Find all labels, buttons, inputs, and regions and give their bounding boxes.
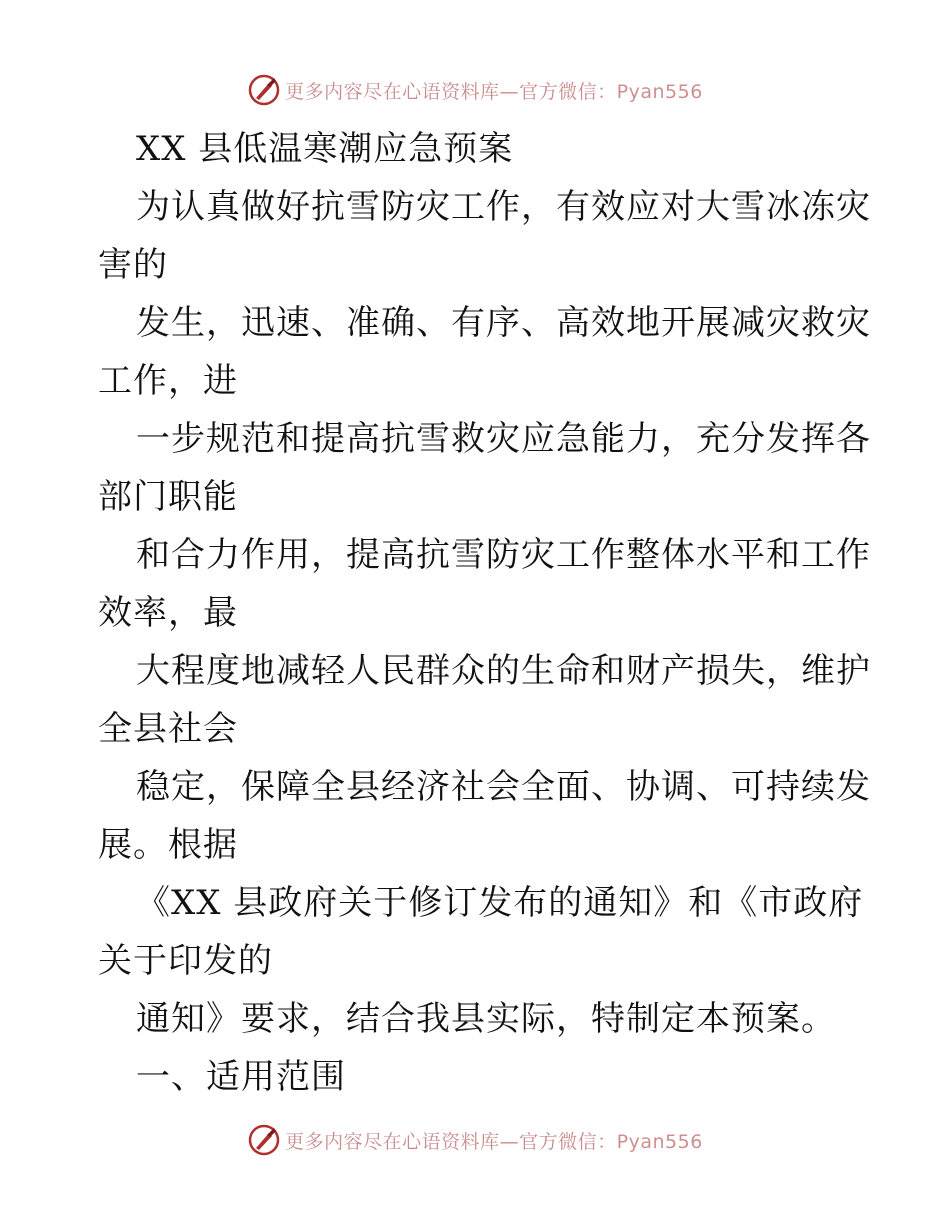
document-body: [98, 120, 871, 1106]
text-line: 为认真做好抗雪防灾工作，有效应对大雪冰冻灾: [136, 187, 871, 227]
watermark-handle: Pyan556: [616, 80, 703, 103]
watermark-text: 更多内容尽在心语资料库—官方微信：Pyan556: [285, 80, 703, 103]
text-line: 《XX 县政府关于修订发布的通知》和《市政府: [136, 883, 864, 923]
text-line: 工作，进: [98, 361, 238, 401]
text-line: 展。根据: [98, 825, 238, 865]
pen-logo-icon: [247, 73, 281, 107]
text-line: 全县社会: [98, 709, 238, 749]
text-line: 大程度地减轻人民群众的生命和财产损失，维护: [136, 651, 871, 691]
text-line: 稳定，保障全县经济社会全面、协调、可持续发: [136, 767, 871, 807]
watermark-text: 更多内容尽在心语资料库—官方微信：Pyan556: [285, 1130, 703, 1153]
text-line: XX 县低温寒潮应急预案: [136, 129, 514, 169]
text-line: 通知》要求，结合我县实际，特制定本预案。: [136, 999, 836, 1039]
text-line: 一、适用范围: [136, 1057, 346, 1097]
text-line: 和合力作用，提高抗雪防灾工作整体水平和工作: [136, 535, 871, 575]
text-line: 发生，迅速、准确、有序、高效地开展减灾救灾: [136, 303, 871, 343]
pen-logo-icon: [247, 1123, 281, 1157]
text-line: 一步规范和提高抗雪救灾应急能力，充分发挥各: [136, 419, 871, 459]
text-line: 关于印发的: [98, 941, 273, 981]
text-line: 部门职能: [98, 477, 238, 517]
watermark-footer: [0, 1120, 950, 1160]
text-line: 害的: [98, 245, 168, 285]
text-line: 效率，最: [98, 593, 238, 633]
watermark-header: [0, 70, 950, 110]
watermark-handle: Pyan556: [616, 1130, 703, 1153]
